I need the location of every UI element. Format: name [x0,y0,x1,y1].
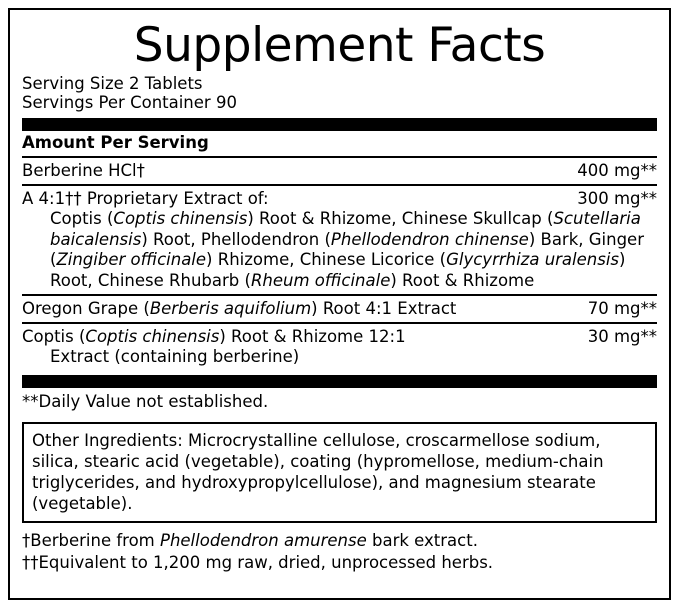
divider-thick-top [22,118,657,131]
ingredient-detail: Coptis (Coptis chinensis) Root & Rhizome, Chinese Skullcap (Scutellaria baicalensis) Root, Phellodendron (Phellodendron chinense) Bark, Ginger (Zingiber officinale) Rhizome, Chinese Licorice (Glycyrrhiza uralensis) Root, Chinese Rhubarb (Rheum officinale) Root & Rhizome [50,209,644,290]
ingredient-amount: 400 mg** [577,161,657,180]
amount-per-serving-header: Amount Per Serving [22,133,209,152]
daily-value-note: **Daily Value not established. [22,391,269,411]
table-row [22,324,657,371]
page-title: Supplement Facts [133,18,546,73]
footnote-double-dagger: ††Equivalent to 1,200 mg raw, dried, unprocessed herbs. [22,552,494,572]
other-ingredients-text: Other Ingredients: Microcrystalline cellulose, croscarmellose sodium, silica, stearic acid (vegetable), coating (hypromellose, medium-chain triglycerides, and hydroxypropylcellulose), and magnesium stearate (vegetable). [32,430,604,513]
ingredient-name: Berberine HCl† [22,161,145,180]
serving-size: Serving Size 2 Tablets [22,74,203,93]
other-ingredients-box [22,422,657,523]
footnote-dagger: †Berberine from Phellodendron amurense bark extract. [22,530,478,550]
ingredient-amount: 70 mg** [587,299,657,318]
ingredient-amount: 300 mg** [577,189,657,208]
ingredient-amount: 30 mg** [587,327,657,346]
servings-per-container: Servings Per Container 90 [22,93,237,112]
table-row [22,296,657,322]
ingredient-name: A 4:1†† Proprietary Extract of: [22,189,269,208]
table-row [22,158,657,184]
footnotes [22,523,657,574]
ingredient-name: Coptis (Coptis chinensis) Root & Rhizome 12:1 [22,327,406,346]
ingredient-detail: Extract (containing berberine) [50,347,300,366]
ingredient-name: Oregon Grape (Berberis aquifolium) Root 4:1 Extract [22,299,457,318]
table-row [22,186,657,294]
supplement-facts-panel [8,8,671,600]
divider-thick-bottom [22,375,657,388]
